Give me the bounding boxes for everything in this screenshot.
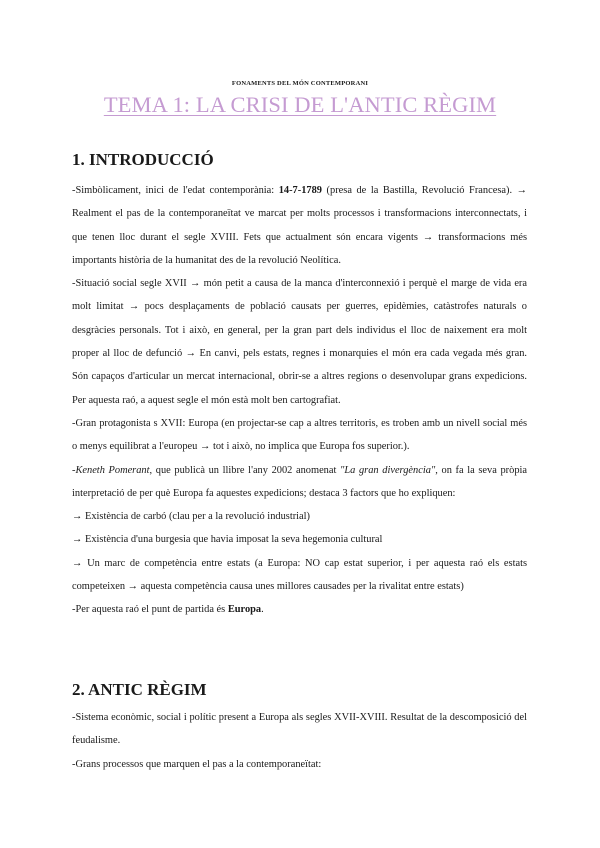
paragraph: -Grans processos que marquen el pas a la contemporaneïtat: [72, 758, 322, 770]
paragraph: -Per aquesta raó el punt de partida és Europa. [72, 604, 264, 616]
emphasis: Europa [227, 604, 262, 616]
factor-item: → Un marc de competència entre estats (a Europa: NO cap estat superior, i per aquesta raó els estats competeixen → aquesta competència causa unes millores causades per la rivalitat entre estats) [72, 557, 527, 593]
paragraph: -Gran protagonista s XVII: Europa (en projectar-se cap a altres territoris, es troben amb un nivell social més o menys equilibrat a l'europeu → tot i això, no implica que Europa fos superior.). [72, 417, 527, 453]
paragraph: -Keneth Pomerant, que publicà un llibre l'any 2002 anomenat "La gran divergència", on fa la seva pròpia interpretació de per què Europa fa aquestes expedicions; destaca 3 factors que ho expliquen: [72, 464, 528, 499]
paragraph: -Sistema econòmic, social i polític present a Europa als segles XVII-XVIII. Resultat de la descomposició del feudalisme. [72, 712, 527, 747]
section-heading-antic-regim: 2. ANTIC RÈGIM [72, 680, 207, 699]
author-name: -Keneth Pomerant [72, 464, 150, 476]
factor-item: → Existència d'una burgesia que havia imposat la seva hegemonia cultural [72, 534, 383, 546]
book-title: "La gran divergència" [340, 464, 436, 476]
course-header: FONAMENTS DEL MÓN CONTEMPORANI [231, 80, 369, 87]
section-body-antic-regim [72, 706, 527, 776]
section-heading-introduccio: 1. INTRODUCCIÓ [72, 150, 214, 169]
paragraph: -Simbòlicament, inici de l'edat contemporània: 14-7-1789 (presa de la Bastilla, Revolució Francesa). → Realment el pas de la contemporaneïtat ve marcat per molts processos i transformacions interconnectats, i que tenen lloc durant el segle XVIII. Fets que actualment són encara vigents → transformacions més importants història de la humanitat des de la revolució Neolítica. [72, 185, 527, 266]
key-date: 14-7-1789 [278, 185, 322, 196]
section-body-introduccio [72, 179, 527, 622]
paragraph: -Situació social segle XVII → món petit a causa de la manca d'interconnexió i perquè el marge de vida era molt limitat → pocs desplaçaments de població causats per guerres, epidèmies, catàstrofes naturals o desgràcies personals. Tot i això, en general, per la gran part dels individus el lloc de naixement era molt proper al lloc de defunció → En canvi, pels estats, regnes i monarquies el món era cada vegada més gran. Són capaços d'articular un mercat internacional, obrir-se a altres regions o desenvolupar grans expedicions. Per aquesta raó, a aquest segle el món està molt ben cartografiat. [72, 278, 527, 406]
page-title: TEMA 1: LA CRISI DE L'ANTIC RÈGIM [103, 92, 497, 117]
factor-item: → Existència de carbó (clau per a la revolució industrial) [72, 511, 311, 523]
